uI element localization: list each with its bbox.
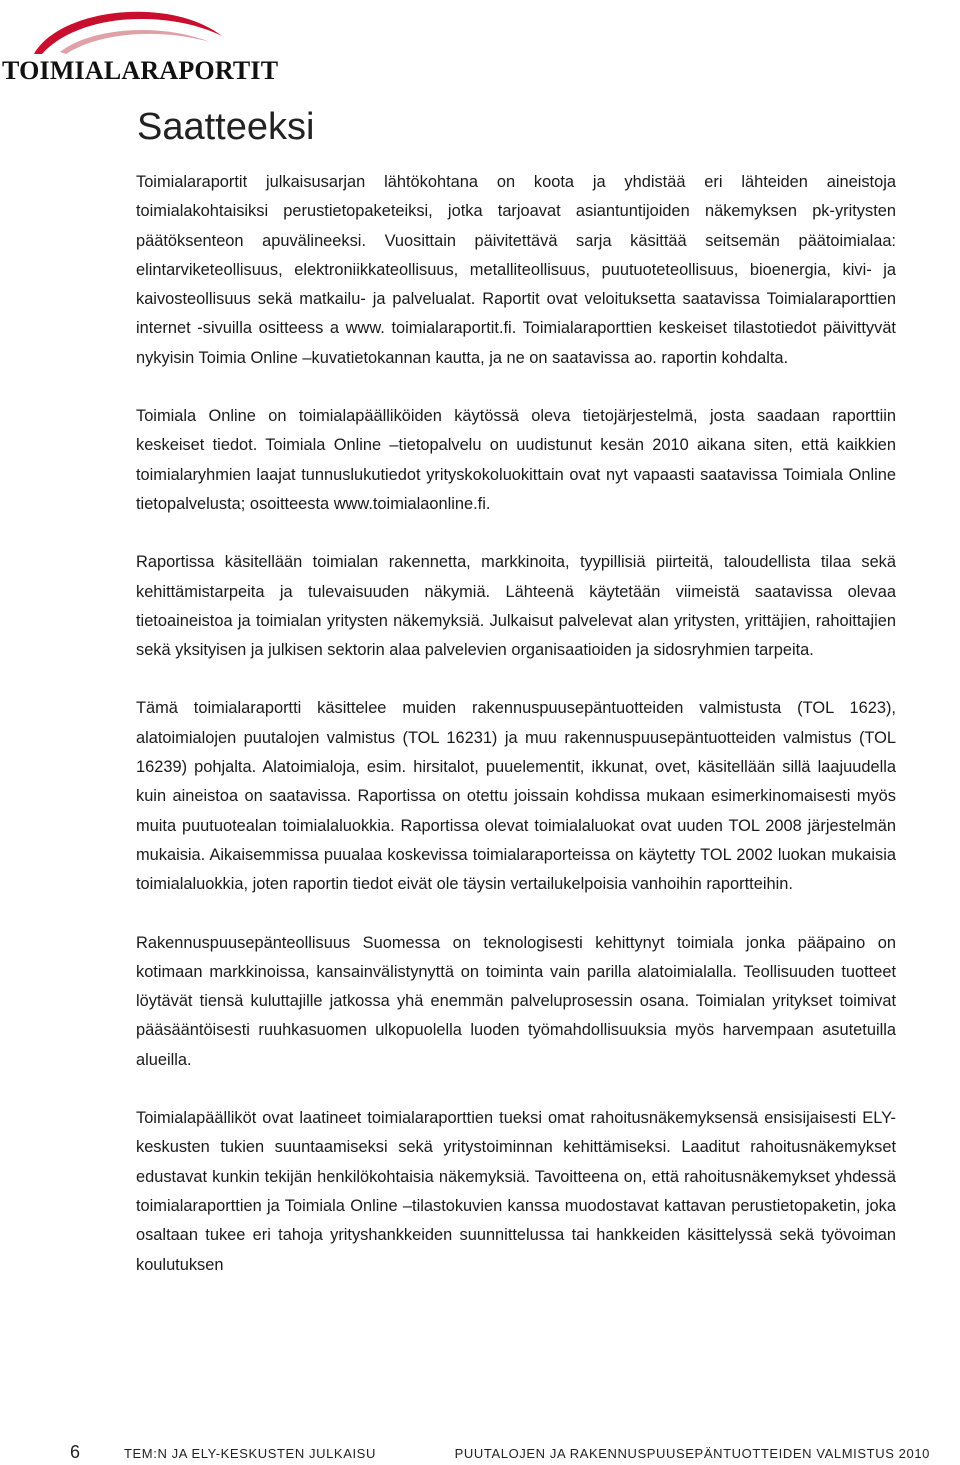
page-number: 6 — [70, 1442, 81, 1462]
footer-report-title: PUUTALOJEN JA RAKENNUSPUUSEPÄNTUOTTEIDEN VALMISTUS 2010 — [454, 1446, 930, 1461]
paragraph: Rakennuspuusepänteollisuus Suomessa on teknologisesti kehittynyt toimiala jonka pääpaino on kotimaan markkinoissa, kansainvälistynyttä on toiminta vain parilla alatoimialalla. Teollisuuden tuotteet löytävät tiensä kuluttajille jatkossa yhä enemmän palveluprosessin osana. Toimialan yritykset toimivat pääsääntöisesti ruuhkasuomen ulkopuolella luoden työmahdollisuuksia myös harvempaan asutetuilla alueilla. — [136, 933, 896, 1069]
paragraph: Toimialaraportit julkaisusarjan lähtökohtana on koota ja yhdistää eri lähteiden aineistoja toimialakohtaisiksi perustietopaketeiksi, jotka tarjoavat asiantuntijoiden näkemyksen pk-yritysten päätöksenteon apuvälineeksi. Vuosittain päivitettävä sarja käsittää seitsemän päätoimialaa: elintarviketeollisuus, elektroniikkateollisuus, metalliteollisuus, puutuoteteollisuus, bioenergia, kivi- ja kaivosteollisuus sekä matkailu- ja palvelualat. Raportit ovat veloituksetta saatavissa Toimialaraporttien internet -sivuilla ositteess a www. toimialaraportit.fi. Toimialaraporttien keskeiset tilastotiedot päivittyvät nykyisin Toimia Online –kuvatietokannan kautta, ja ne on saatavissa ao. raportin kohdalta. — [136, 173, 896, 367]
paragraph: Toimialapäälliköt ovat laatineet toimialaraporttien tueksi omat rahoitusnäkemyksensä ensisijaisesti ELY-keskusten tukien suuntaamiseksi sekä yritystoiminnan kehittämiseksi. Laaditut rahoitusnäkemykset edustavat kunkin tekijän henkilökohtaisia näkemyksiä. Tavoitteena on, että rahoitusnäkemykset yhdessä toimialaraporttien ja Toimiala Online –tilastokuvien kanssa muodostavat kattavan perustietopaketin, joka osaltaan tukee eri tahoja yrityshankkeiden suunnittelussa tai hankkeiden käsittelyssä sekä työvoiman koulutuksen — [136, 1109, 896, 1274]
logo-wordmark: TOIMIALARAPORTIT — [2, 56, 279, 85]
body-text — [136, 168, 896, 1309]
red-swoosh-logo-icon — [20, 2, 230, 58]
footer-publisher: TEM:N JA ELY-KESKUSTEN JULKAISU — [124, 1446, 376, 1461]
paragraph: Raportissa käsitellään toimialan rakennetta, markkinoita, tyypillisiä piirteitä, taloudellista tilaa sekä kehittämistarpeita ja tulevaisuuden näkymiä. Lähteenä käytetään viimeistä saatavissa olevaa tietoaineistoa ja toimialan yritysten näkemyksiä. Julkaisut palvelevat alan yritysten, yrittäjien, rahoittajien sekä yksityisen ja julkisen sektorin alaa palvelevien organisaatioiden ja sidosryhmien tarpeita. — [136, 553, 896, 660]
brand-logo — [0, 0, 279, 90]
paragraph: Toimiala Online on toimialapäälliköiden käytössä oleva tietojärjestelmä, josta saadaan raporttiin keskeiset tiedot. Toimiala Online –tietopalvelu on uudistunut kesän 2010 aikana siten, että kaikkien toimialaryhmien laajat tunnuslukutiedot yrityskokoluokittain ovat nyt vapaasti saatavissa Toimiala Online tietopalvelusta; osoitteesta www.toimialaonline.fi. — [136, 407, 896, 513]
paragraph: Tämä toimialaraportti käsittelee muiden rakennuspuusepäntuotteiden valmistusta (TOL 1623), alatoimialojen puutalojen valmistus (TOL 16231) ja muu rakennuspuusepäntuotteiden valmistus (TOL 16239) pohjalta. Alatoimialoja, esim. hirsitalot, puuelementit, ikkunat, ovet, käsitellään sillä laajuudella kuin aineistoa on saatavissa. Raportissa on otettu joissain kohdissa mukaan esimerkinomaisesti myös muita puutuotealan toimialaluokkia. Raportissa olevat toimialaluokat ovat uuden TOL 2008 järjestelmän mukaisia. Aikaisemmissa puualaa koskevissa toimialaraporteissa on käytetty TOL 2002 luokan mukaisia toimialaluokkia, joten raportin tiedot eivät ole täysin vertailukelpoisia vanhoihin raportteihin. — [136, 699, 896, 894]
page-title: Saatteeksi — [137, 106, 315, 148]
page-footer — [0, 1442, 960, 1465]
